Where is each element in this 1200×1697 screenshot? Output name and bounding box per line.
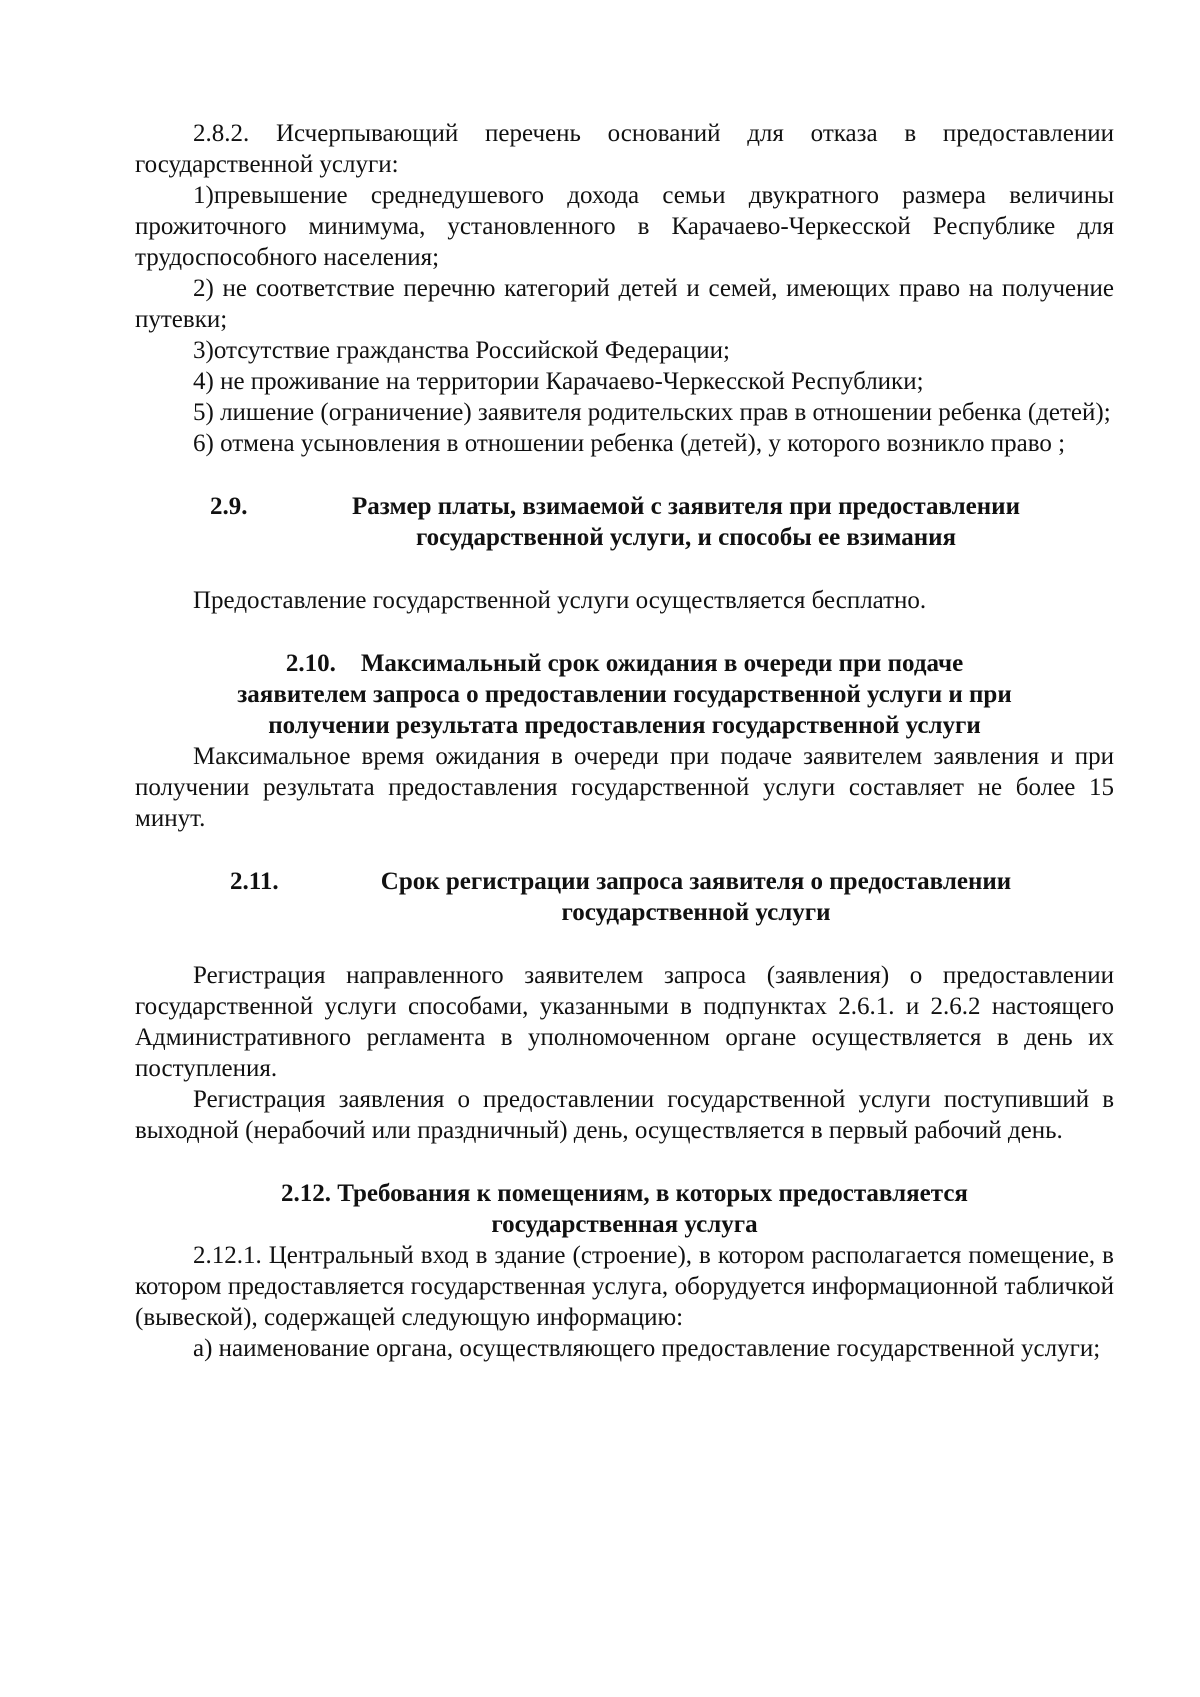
section-2-12-heading-line-2: государственная услуга	[491, 1211, 758, 1238]
list-item-2: 2) не соответствие перечню категорий детей и семей, имеющих право на получение путевки;	[135, 275, 1114, 333]
section-2-12-heading-line-1: 2.12. Требования к помещениям, в которых предоставляется	[281, 1180, 968, 1207]
section-2-12-1-text: 2.12.1. Центральный вход в здание (строение), в котором располагается помещение, в котором предоставляется государственная услуга, оборудуется информационной табличкой (вывеской), содержащей следующую информацию:	[135, 1242, 1114, 1331]
section-2-10-heading	[135, 648, 1114, 741]
section-2-10-heading-line-3: получении результата предоставления государственной услуги	[268, 712, 981, 739]
section-2-11-title: Срок регистрации запроса заявителя о предоставлении государственной услуги	[380, 868, 1012, 926]
section-2-11-text-2: Регистрация заявления о предоставлении государственной услуги поступивший в выходной (нерабочий или праздничный) день, осуществляется в первый рабочий день.	[135, 1086, 1114, 1144]
list-item-1: 1)превышение среднедушевого дохода семьи двукратного размера величины прожиточного минимума, установленного в Карачаево-Черкесской Республике для трудоспособного населения;	[135, 182, 1114, 271]
list-item-3: 3)отсутствие гражданства Российской Федерации;	[193, 337, 730, 364]
list-item-4: 4) не проживание на территории Карачаево-Черкесской Республики;	[193, 368, 924, 395]
section-2-10-heading-line-2: заявителем запроса о предоставлении государственной услуги и при	[237, 681, 1012, 708]
section-2-8-2-title: 2.8.2. Исчерпывающий перечень оснований для отказа в предоставлении государственной услуги:	[135, 120, 1114, 178]
section-2-10-text: Максимальное время ожидания в очереди при подаче заявителем заявления и при получении результата предоставления государственной услуги составляет не более 15 минут.	[135, 743, 1114, 832]
section-2-11-number: 2.11.	[230, 868, 279, 895]
section-2-11-heading	[135, 866, 1114, 928]
section-2-12-1-item-a: а) наименование органа, осуществляющего предоставление государственной услуги;	[193, 1335, 1101, 1362]
section-2-9-number: 2.9.	[210, 493, 248, 520]
section-2-9-heading	[135, 491, 1114, 553]
list-item-6: 6) отмена усыновления в отношении ребенка (детей), у которого возникло право ;	[193, 430, 1066, 457]
section-2-9-text: Предоставление государственной услуги осуществляется бесплатно.	[193, 587, 927, 614]
section-2-10-heading-line-1: 2.10. Максимальный срок ожидания в очереди при подаче	[285, 650, 964, 677]
section-2-11-text-1: Регистрация направленного заявителем запроса (заявления) о предоставлении государственной услуги способами, указанными в подпунктах 2.6.1. и 2.6.2 настоящего Административного регламента в уполномоченном органе осуществляется в день их поступления.	[135, 962, 1114, 1082]
section-2-9-title: Размер платы, взимаемой с заявителя при предоставлении государственной услуги, и способы ее взимания	[352, 493, 1020, 551]
list-item-5: 5) лишение (ограничение) заявителя родительских прав в отношении ребенка (детей);	[193, 399, 1111, 426]
section-2-12-heading	[135, 1178, 1114, 1240]
